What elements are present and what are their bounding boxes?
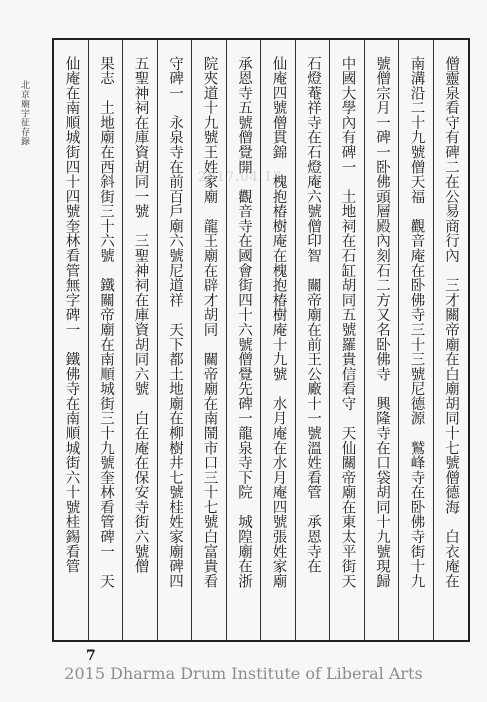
page-number: 7: [86, 648, 96, 664]
text-column: [330, 56, 365, 630]
column-text: 守碑一 永泉寺在前百戶廟六號尼道祥 天下都土地廟在柳樹井七號桂姓家廟碑四: [167, 56, 183, 589]
text-column: [365, 56, 400, 630]
column-text: 仙庵在南順城街四十四號奎林看管無字碑一 鐵佛寺在南順城街六十號桂錫看管: [63, 56, 80, 574]
column-text: 仙庵四號僧貫錦 槐抱椿樹庵在槐抱椿樹庵十九號 水月庵在水月庵四號張姓家廟: [270, 56, 287, 589]
column-text: 五聖神祠在庫資胡同一號 三聖神祠在庫資胡同六號 白在庵在保安寺街六號僧: [132, 56, 149, 574]
column-text: 僧靈泉看守有碑二在公易商行內 三才關帝廟在白廟胡同十七號僧德海 白衣庵在: [443, 56, 459, 589]
text-column: [54, 56, 89, 630]
faint-date-stamp: 2017.04.17: [198, 170, 283, 185]
column-text: 院夾道十九號王姓家廟 龍王廟在辟才胡同 關帝廟在南鬧市口三十七號白富貴看: [201, 56, 218, 589]
column-text: 南溝沿二十九號僧天福 觀音庵在卧佛寺三十三號尼德源 鷲峰寺在卧佛寺街十九: [408, 56, 425, 589]
text-column: [158, 56, 193, 630]
column-text: 號僧宗月一碑一卧佛頭層殿內刻石二方又名卧佛寺 興隆寺在口袋胡同十九號現歸: [374, 56, 390, 589]
text-column: [434, 56, 469, 630]
text-column: [399, 56, 434, 630]
column-text: 中國大學內有碑一 土地祠在石缸胡同五號羅貴信看守 天仙關帝廟在東太平街天: [339, 56, 356, 589]
text-column: [227, 56, 262, 630]
watermark: 2015 Dharma Drum Institute of Liberal Arts: [64, 664, 423, 683]
column-text: 果志 土地廟在西斜街三十六號 鐵關帝廟在南順城街三十九號奎林看管碑一 天: [98, 56, 114, 589]
margin-book-title: 北京廟宇征存錄: [19, 80, 29, 147]
text-frame: [52, 38, 470, 642]
text-column: [192, 56, 227, 630]
text-column: [296, 56, 331, 630]
column-text: 承恩寺五號僧覺開 觀音寺在國會街四十六號僧覺先碑一龍泉寺下院 城隍廟在浙: [236, 56, 252, 589]
column-text: 石燈菴祥寺在石燈庵六號僧印智 關帝廟在前王公廠十一號溫姓看管 承恩寺在: [305, 56, 321, 574]
text-column: [89, 56, 124, 630]
text-column: [261, 56, 296, 630]
text-column: [123, 56, 158, 630]
